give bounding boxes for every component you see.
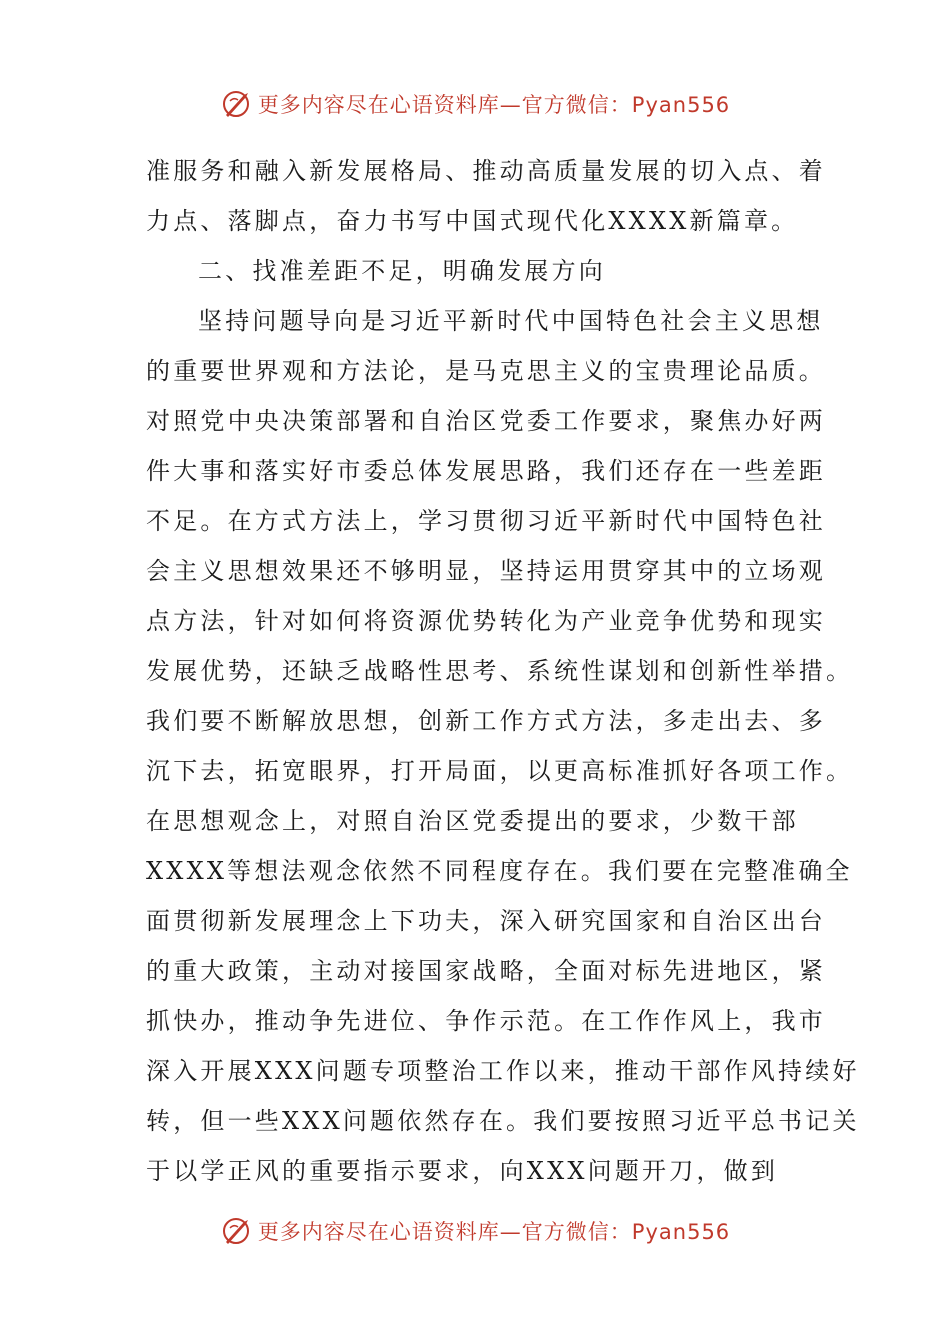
text-line: 转，但一些XXX问题依然存在。我们要按照习近平总书记关 <box>146 1107 860 1135</box>
watermark-text: 更多内容尽在心语资料库—官方微信：Pyan556 <box>257 93 731 117</box>
text-line: 件大事和落实好市委总体发展思路，我们还存在一些差距 <box>146 457 826 485</box>
text-line: 深入开展XXX问题专项整治工作以来，推动干部作风持续好 <box>146 1057 860 1085</box>
text-line: 在思想观念上，对照自治区党委提出的要求，少数干部 <box>146 807 799 835</box>
paragraph-first-line: 坚持问题导向是习近平新时代中国特色社会主义思想 <box>198 307 824 335</box>
text-line: 发展优势，还缺乏战略性思考、系统性谋划和创新性举措。 <box>146 657 854 685</box>
text-line: 的重要世界观和方法论，是马克思主义的宝贵理论品质。 <box>146 357 826 385</box>
quill-pen-logo-icon <box>220 87 254 121</box>
text-line: 的重大政策，主动对接国家战略，全面对标先进地区，紧 <box>146 957 826 985</box>
document-body <box>146 146 860 1196</box>
text-line: 于以学正风的重要指示要求，向XXX问题开刀，做到 <box>146 1157 779 1185</box>
text-line: 准服务和融入新发展格局、推动高质量发展的切入点、着 <box>146 157 826 185</box>
text-line: 沉下去，拓宽眼界，打开局面，以更高标准抓好各项工作。 <box>146 757 854 785</box>
text-line: 不足。在方式方法上，学习贯彻习近平新时代中国特色社 <box>146 507 826 535</box>
text-line: XXXX等想法观念依然不同程度存在。我们要在完整准确全 <box>146 857 853 885</box>
footer-watermark <box>0 1211 950 1251</box>
text-line: 抓快办，推动争先进位、争作示范。在工作作风上，我市 <box>146 1007 826 1035</box>
text-line: 面贯彻新发展理念上下功夫，深入研究国家和自治区出台 <box>146 907 826 935</box>
text-line: 点方法，针对如何将资源优势转化为产业竞争优势和现实 <box>146 607 826 635</box>
text-line: 对照党中央决策部署和自治区党委工作要求，聚焦办好两 <box>146 407 826 435</box>
watermark-text: 更多内容尽在心语资料库—官方微信：Pyan556 <box>257 1220 731 1244</box>
quill-pen-logo-icon <box>220 1214 254 1248</box>
text-line: 力点、落脚点，奋力书写中国式现代化XXXX新篇章。 <box>146 207 799 235</box>
text-line: 会主义思想效果还不够明显，坚持运用贯穿其中的立场观 <box>146 557 826 585</box>
text-line: 我们要不断解放思想，创新工作方式方法，多走出去、多 <box>146 707 826 735</box>
section-heading: 二、找准差距不足，明确发展方向 <box>198 257 606 285</box>
header-watermark <box>0 84 950 124</box>
